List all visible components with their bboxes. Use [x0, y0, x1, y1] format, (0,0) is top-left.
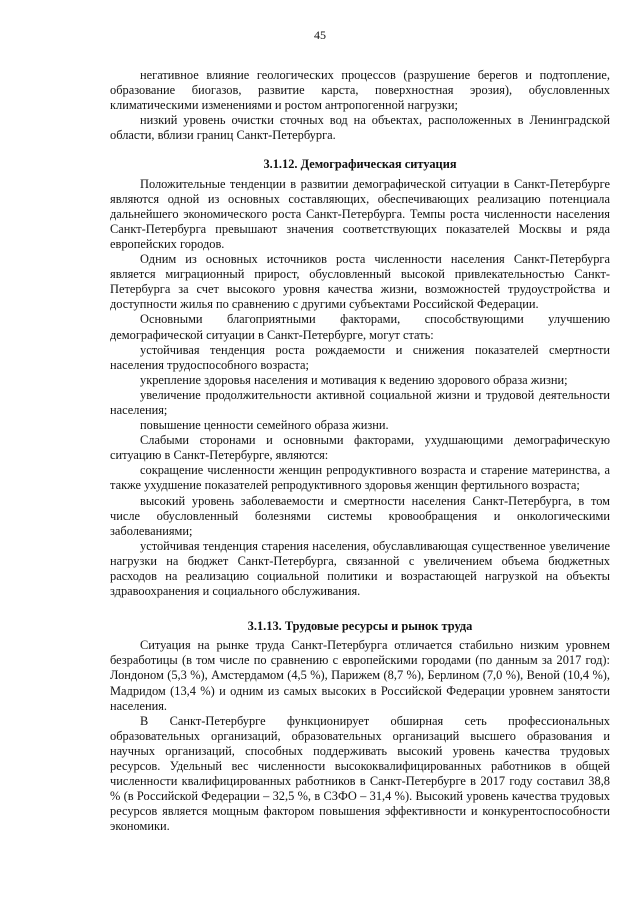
paragraph: негативное влияние геологических процессов (разрушение берегов и подтопление, образование биогазов, развитие карста, поверхностная эрозия), обусловленных климатическими изменениями и ростом антропогенной нагрузки; — [110, 68, 610, 113]
list-item: укрепление здоровья населения и мотивация к ведению здорового образа жизни; — [140, 372, 568, 387]
section-heading-labor: 3.1.13. Трудовые ресурсы и рынок труда — [247, 619, 473, 634]
paragraph: низкий уровень очистки сточных вод на объектах, расположенных в Ленинградской области, вблизи границ Санкт-Петербурга. — [110, 113, 610, 143]
paragraph: Слабыми сторонами и основными факторами, ухудшающими демографическую ситуацию в Санкт-Петербурге, являются: — [110, 433, 610, 463]
paragraph: Одним из основных источников роста численности населения Санкт-Петербурга является миграционный прирост, обусловленный высокой привлекательностью Санкт-Петербурга за счет высокого уровня качества жизни, возможностей трудоустройства и доступности жилья по сравнению с другими субъектами Российской Федерации. — [110, 252, 610, 312]
list-item: устойчивая тенденция роста рождаемости и снижения показателей смертности населения трудоспособного возраста; — [110, 342, 610, 372]
document-body — [110, 68, 610, 835]
paragraph: Положительные тенденции в развитии демографической ситуации в Санкт-Петербурге являются одной из основных составляющих, обеспечивающих реализацию потенциала дальнейшего экономического роста Санкт-Петербурга. Темпы роста численности населения Санкт-Петербурга превышают значения соответствующих показателей Москвы и ряда европейских городов. — [110, 176, 610, 251]
list-item: увеличение продолжительности активной социальной жизни и трудовой деятельности населения; — [110, 387, 610, 417]
paragraph: В Санкт-Петербурге функционирует обширная сеть профессиональных образовательных организаций, образовательных организаций высшего образования и научных организаций, способных поддерживать высокий уровень качества трудовых ресурсов. Удельный вес численности высококвалифицированных работников в общей численности квалифицированных работников в Санкт-Петербурге в 2017 году составил 38,8 % (в Российской Федерации – 32,5 %, в СЗФО – 31,4 %). Высокий уровень качества трудовых ресурсов является мощным фактором повышения эффективности и конкурентоспособности экономики. — [110, 713, 610, 834]
list-item: высокий уровень заболеваемости и смертности населения Санкт-Петербурга, в том числе обусловленный болезнями системы кровообращения и онкологическими заболеваниями; — [110, 493, 610, 538]
page-number: 45 — [314, 28, 326, 42]
paragraph: Ситуация на рынке труда Санкт-Петербурга отличается стабильно низким уровнем безработицы (в том числе по сравнению с европейскими городами (по данным за 2017 год): Лондоном (5,3 %), Амстердамом (4,5 %), Парижем (8,7 %), Берлином (7,0 %), Веной (10,4 %), Мадридом (13,4 %) и одним из самых высоких в Российской Федерации уровнем занятости населения. — [110, 638, 610, 713]
list-item: сокращение численности женщин репродуктивного возраста и старение материнства, а также ухудшение показателей репродуктивного здоровья женщин фертильного возраста; — [110, 463, 610, 493]
paragraph: Основными благоприятными факторами, способствующими улучшению демографической ситуации в Санкт-Петербурге, могут стать: — [110, 312, 610, 342]
list-item: устойчивая тенденция старения населения, обуславливающая существенное увеличение нагрузки на бюджет Санкт-Петербурга, связанной с увеличением объема бюджетных расходов на реализацию социальной политики и возрастающей нагрузкой на объекты здравоохранения и социального обслуживания. — [110, 538, 610, 599]
section-heading-demography: 3.1.12. Демографическая ситуация — [263, 157, 457, 172]
list-item: повышение ценности семейного образа жизни. — [140, 418, 389, 433]
